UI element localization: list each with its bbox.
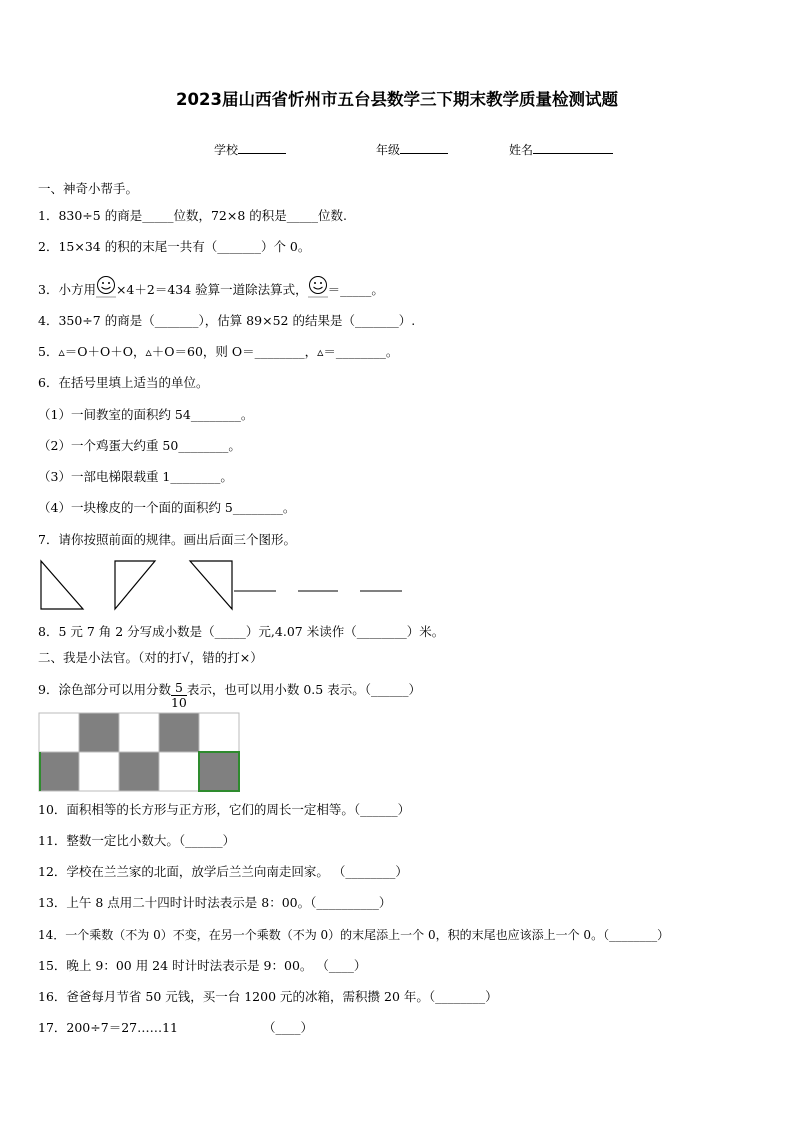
- school-field: [214, 141, 286, 158]
- question-14: 14．一个乘数（不为 0）不变，在另一个乘数（不为 0）的末尾添上一个 0，积的末尾也应该添上一个 0。（________）: [38, 928, 670, 942]
- question-5: 5．▵＝O＋O＋O，▵＋O＝60，则 O＝________，▵＝________。: [38, 344, 399, 359]
- grade-label: 年级: [376, 143, 401, 157]
- section-2-heading: 二、我是小法官。（对的打√，错的打×）: [38, 650, 263, 665]
- question-9-part-a: 9．涂色部分可以用分数: [38, 682, 171, 697]
- question-13: 13．上午 8 点用二十四时计时法表示是 8：00。（__________）: [38, 895, 392, 910]
- triangle-shape-2: [115, 561, 155, 609]
- question-6-4: （4）一块橡皮的一个面的面积约 5________。: [38, 500, 296, 515]
- question-6: 6．在括号里填上适当的单位。: [38, 375, 209, 390]
- question-3-part-a: 3．小方用: [38, 282, 96, 297]
- section-1-heading: 一、神奇小帮手。: [38, 181, 139, 196]
- question-11: 11．整数一定比小数大。（______）: [38, 833, 236, 848]
- question-15: 15．晚上 9：00 用 24 时计时法表示是 9：00。 （____）: [38, 958, 367, 973]
- question-1: 1．830÷5 的商是_____位数，72×8 的积是_____位数.: [38, 208, 347, 223]
- question-7: 7．请你按照前面的规律。画出后面三个图形。: [38, 532, 296, 547]
- grade-field: [376, 141, 448, 158]
- triangle-pattern: [36, 558, 416, 614]
- question-16: 16．爸爸每月节省 50 元钱，买一台 1200 元的冰箱，需积攒 20 年。（________）: [38, 989, 498, 1004]
- page-title: 2023届山西省忻州市五台县数学三下期末教学质量检测试题: [176, 90, 618, 109]
- question-2: 2．15×34 的积的末尾一共有（_______）个 0。: [38, 239, 311, 254]
- question-6-3: （3）一部电梯限载重 1________。: [38, 469, 233, 484]
- grid-cell-blank: [79, 752, 119, 791]
- smiley-face-icon: [308, 276, 328, 298]
- question-8: 8．5 元 7 角 2 分写成小数是（_____）元,4.07 米读作（________）米。: [38, 624, 445, 639]
- triangle-shape-3: [190, 561, 232, 609]
- grid-cell-shaded: [79, 713, 119, 752]
- shaded-grid: [38, 711, 242, 793]
- name-label: 姓名: [509, 143, 534, 157]
- fraction-numerator: 5: [171, 681, 187, 696]
- question-6-2: （2）一个鸡蛋大约重 50________。: [38, 438, 241, 453]
- question-10: 10．面积相等的长方形与正方形，它们的周长一定相等。（______）: [38, 802, 411, 817]
- question-3: [38, 276, 384, 298]
- name-field: [509, 141, 613, 158]
- question-9-part-b: 表示，也可以用小数 0.5 表示。（______）: [186, 682, 421, 697]
- triangle-shape-1: [41, 561, 83, 609]
- grid-cell-blank: [199, 713, 239, 752]
- grade-blank[interactable]: [400, 141, 448, 154]
- question-6-1: （1）一间教室的面积约 54________。: [38, 407, 254, 422]
- fraction-five-tenths: [171, 681, 187, 710]
- question-4: 4．350÷7 的商是（_______），估算 89×52 的结果是（_______）.: [38, 313, 416, 328]
- grid-cell-blank: [119, 713, 159, 752]
- question-3-part-b: ×4＋2＝434 验算一道除法算式，: [115, 282, 308, 297]
- grid-cell-blank: [159, 752, 199, 791]
- question-17: 17．200÷7＝27……11: [38, 1020, 179, 1035]
- grid-cell-shaded: [119, 752, 159, 791]
- question-3-part-c: ＝_____。: [327, 282, 384, 297]
- question-17-answer-blank: （____）: [263, 1020, 314, 1035]
- fraction-denominator: 10: [170, 695, 187, 710]
- grid-cell-shaded: [199, 752, 239, 791]
- question-12: 12．学校在兰兰家的北面，放学后兰兰向南走回家。 （________）: [38, 864, 408, 879]
- grid-cell-blank: [39, 713, 79, 752]
- question-9: [38, 681, 421, 710]
- smiley-face-icon: [96, 276, 116, 298]
- school-blank[interactable]: [238, 141, 286, 154]
- school-label: 学校: [214, 143, 239, 157]
- grid-cell-shaded: [159, 713, 199, 752]
- name-blank[interactable]: [533, 141, 613, 154]
- grid-cell-shaded: [39, 752, 79, 791]
